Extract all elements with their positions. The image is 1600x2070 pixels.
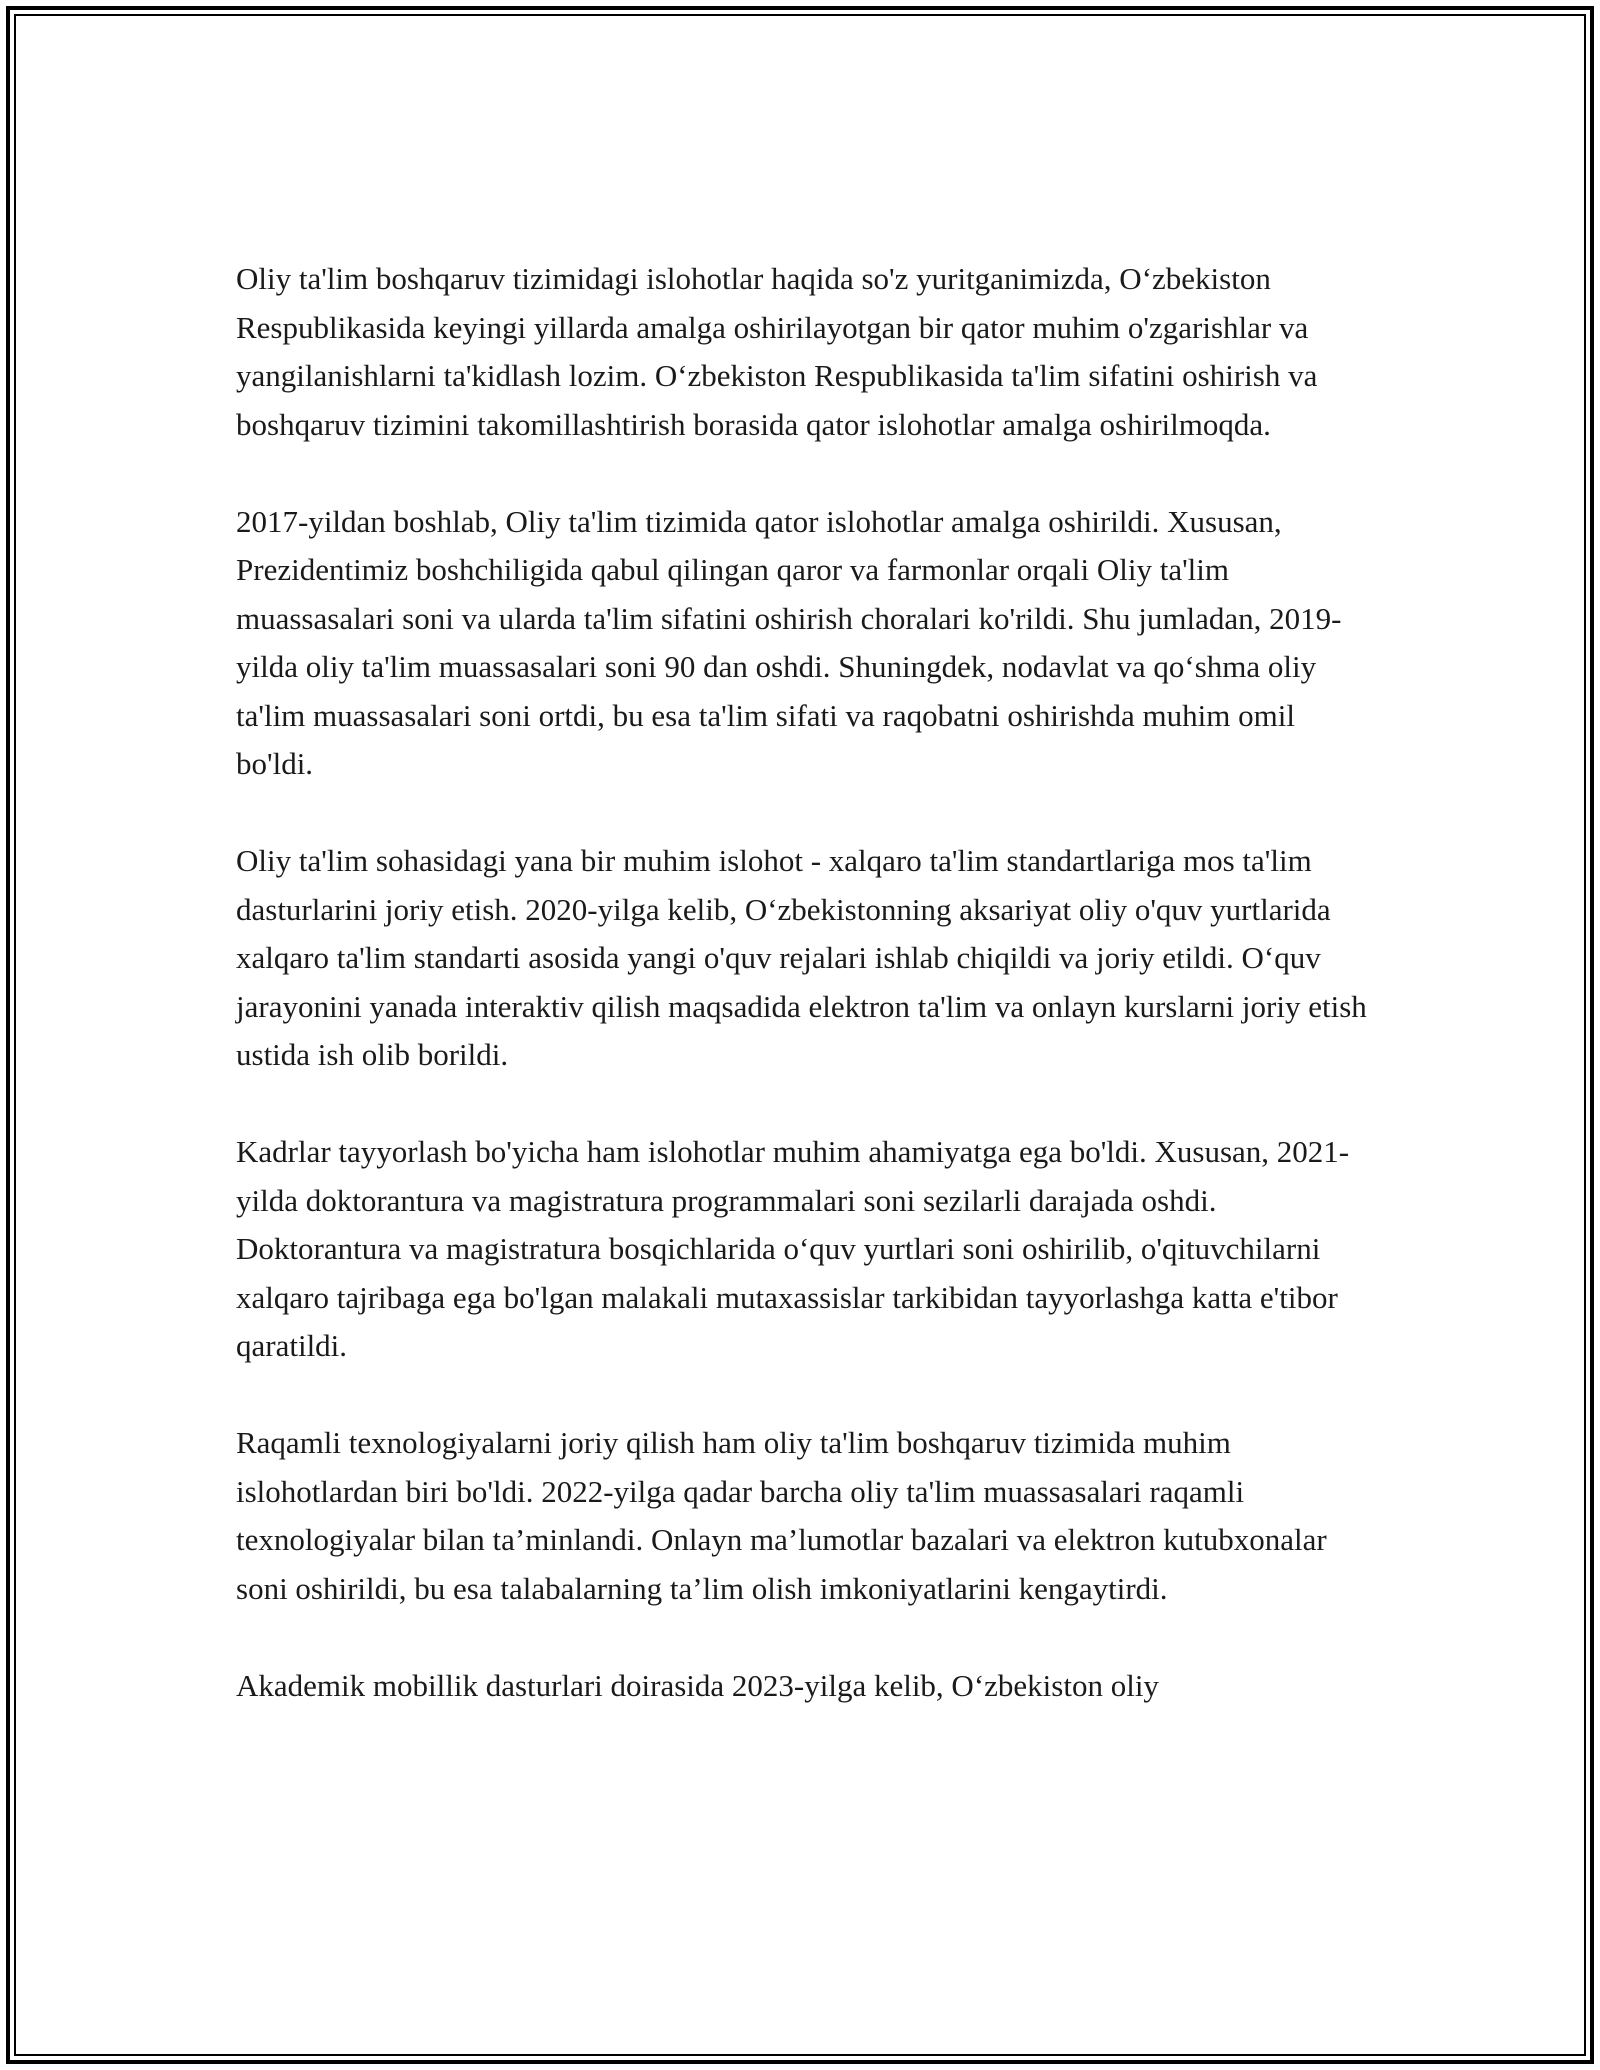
paragraph-4: Kadrlar tayyorlash bo'yicha ham islohotlar muhim ahamiyatga ega bo'ldi. Xususan, 2021-yilda doktorantura va magistratura programmalari soni sezilarli darajada oshdi. Doktorantura va magistratura bosqichlarida oʻquv yurtlari soni oshirilib, o'qituvchilarni xalqaro tajribaga ega bo'lgan malakali mutaxassislar tarkibidan tayyorlashga katta e'tibor qaratildi. [236,1134,1350,1363]
paragraph-2: 2017-yildan boshlab, Oliy ta'lim tizimida qator islohotlar amalga oshirildi. Xususan, Prezidentimiz boshchiligida qabul qilingan qaror va farmonlar orqali Oliy ta'lim muassasalari soni va ularda ta'lim sifatini oshirish choralari ko'rildi. Shu jumladan, 2019-yilda oliy ta'lim muassasalari soni 90 dan oshdi. Shuningdek, nodavlat va qoʻshma oliy ta'lim muassasalari soni ortdi, bu esa ta'lim sifati va raqobatni oshirishda muhim omil bo'ldi. [236,503,1342,781]
paragraph-3: Oliy ta'lim sohasidagi yana bir muhim islohot - xalqaro ta'lim standartlariga mos ta'lim dasturlarini joriy etish. 2020-yilga kelib, Oʻzbekistonning aksariyat oliy o'quv yurtlarida xalqaro ta'lim standarti asosida yangi o'quv rejalari ishlab chiqildi va joriy etildi. Oʻquv jarayonini yanada interaktiv qilish maqsadida elektron ta'lim va onlayn kurslarni joriy etish ustida ish olib borildi. [236,843,1367,1072]
paragraph-5: Raqamli texnologiyalarni joriy qilish ham oliy ta'lim boshqaruv tizimida muhim islohotlardan biri bo'ldi. 2022-yilga qadar barcha oliy ta'lim muassasalari raqamli texnologiyalar bilan ta’minlandi. Onlayn ma’lumotlar bazalari va elektron kutubxonalar soni oshirildi, bu esa talabalarning ta’lim olish imkoniyatlarini kengaytirdi. [236,1425,1327,1606]
paragraph-1: Oliy ta'lim boshqaruv tizimidagi islohotlar haqida so'z yuritganimizda, Oʻzbekiston Respublikasida keyingi yillarda amalga oshirilayotgan bir qator muhim o'zgarishlar va yangilanishlarni ta'kidlash lozim. Oʻzbekiston Respublikasida ta'lim sifatini oshirish va boshqaruv tizimini takomillashtirish borasida qator islohotlar amalga oshirilmoqda. [236,261,1318,442]
paragraph-6: Akademik mobillik dasturlari doirasida 2023-yilga kelib, Oʻzbekiston oliy [236,1667,1159,1703]
document-body [236,255,1376,1710]
